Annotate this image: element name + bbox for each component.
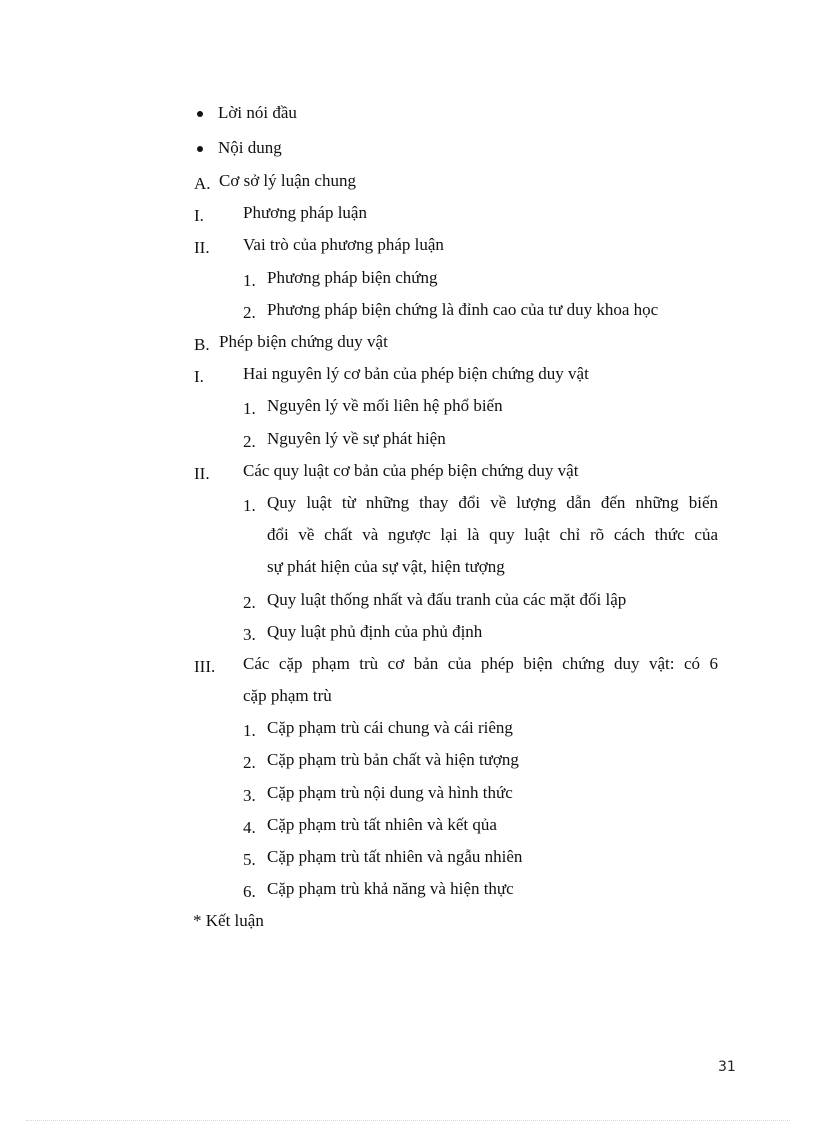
bullet-icon [197,111,203,117]
toc-title: Các quy luật cơ bản của phép biện chứng duy vật [243,461,579,480]
toc-marker: 3. [243,625,256,644]
toc-title: Cặp phạm trù bản chất và hiện tượng [267,750,519,769]
toc-title: Cặp phạm trù khả năng và hiện thực [267,879,514,898]
toc-title: Phép biện chứng duy vật [219,332,388,351]
toc-title: Cặp phạm trù tất nhiên và ngẫu nhiên [267,847,523,866]
toc-marker: III. [194,657,216,676]
toc-title: Quy luật phủ định của phủ định [267,622,483,641]
toc-title-line: Các cặp phạm trù cơ bản của phép biện chứng duy vật: có 6 [243,654,718,673]
toc-marker: 4. [243,818,256,837]
toc-marker: 2. [243,303,256,322]
page-divider [26,1120,790,1121]
toc-marker: 1. [243,271,256,290]
bullet-icon [197,146,203,152]
toc-marker: I. [194,206,204,225]
toc-marker: II. [194,238,210,257]
toc-marker: 5. [243,850,256,869]
toc-marker: II. [194,464,210,483]
toc-marker: 1. [243,496,256,515]
toc-title: Cặp phạm trù tất nhiên và kết qủa [267,815,497,834]
toc-title-line: đổi về chất và ngược lại là quy luật chỉ rõ cách thức của [267,525,718,544]
toc-title: Cơ sở lý luận chung [219,171,356,190]
toc-title: Nguyên lý về mối liên hệ phổ biến [267,396,503,415]
toc-conclusion: * Kết luận [193,911,264,930]
toc-marker: 2. [243,753,256,772]
toc-marker: 1. [243,721,256,740]
toc-title: Phương pháp biện chứng là đỉnh cao của tư duy khoa học [267,300,659,319]
toc-title-line: sự phát hiện của sự vật, hiện tượng [267,557,505,576]
toc-bullet-text: Lời nói đầu [218,103,297,122]
toc-bullet-text: Nội dung [218,138,282,157]
toc-title: Quy luật thống nhất và đấu tranh của các mặt đối lập [267,590,627,609]
toc-marker: I. [194,367,204,386]
page-number: 31 [718,1059,736,1075]
toc-marker: B. [194,335,210,354]
toc-title: Cặp phạm trù cái chung và cái riêng [267,718,513,737]
toc-title: Hai nguyên lý cơ bản của phép biện chứng duy vật [243,364,589,383]
toc-marker: 2. [243,432,256,451]
toc-marker: 3. [243,786,256,805]
toc-title: Cặp phạm trù nội dung và hình thức [267,783,513,802]
toc-marker: 2. [243,593,256,612]
toc-marker: 6. [243,882,256,901]
toc-title-line: Quy luật từ những thay đổi về lượng dẫn đến những biến [267,493,718,512]
toc-title: Vai trò của phương pháp luận [243,235,444,254]
toc-marker: 1. [243,399,256,418]
toc-title: Phương pháp biện chứng [267,268,438,287]
toc-title: Phương pháp luận [243,203,367,222]
toc-title-line: cặp phạm trù [243,686,332,705]
toc-title: Nguyên lý về sự phát hiện [267,429,446,448]
toc-marker: A. [194,174,211,193]
